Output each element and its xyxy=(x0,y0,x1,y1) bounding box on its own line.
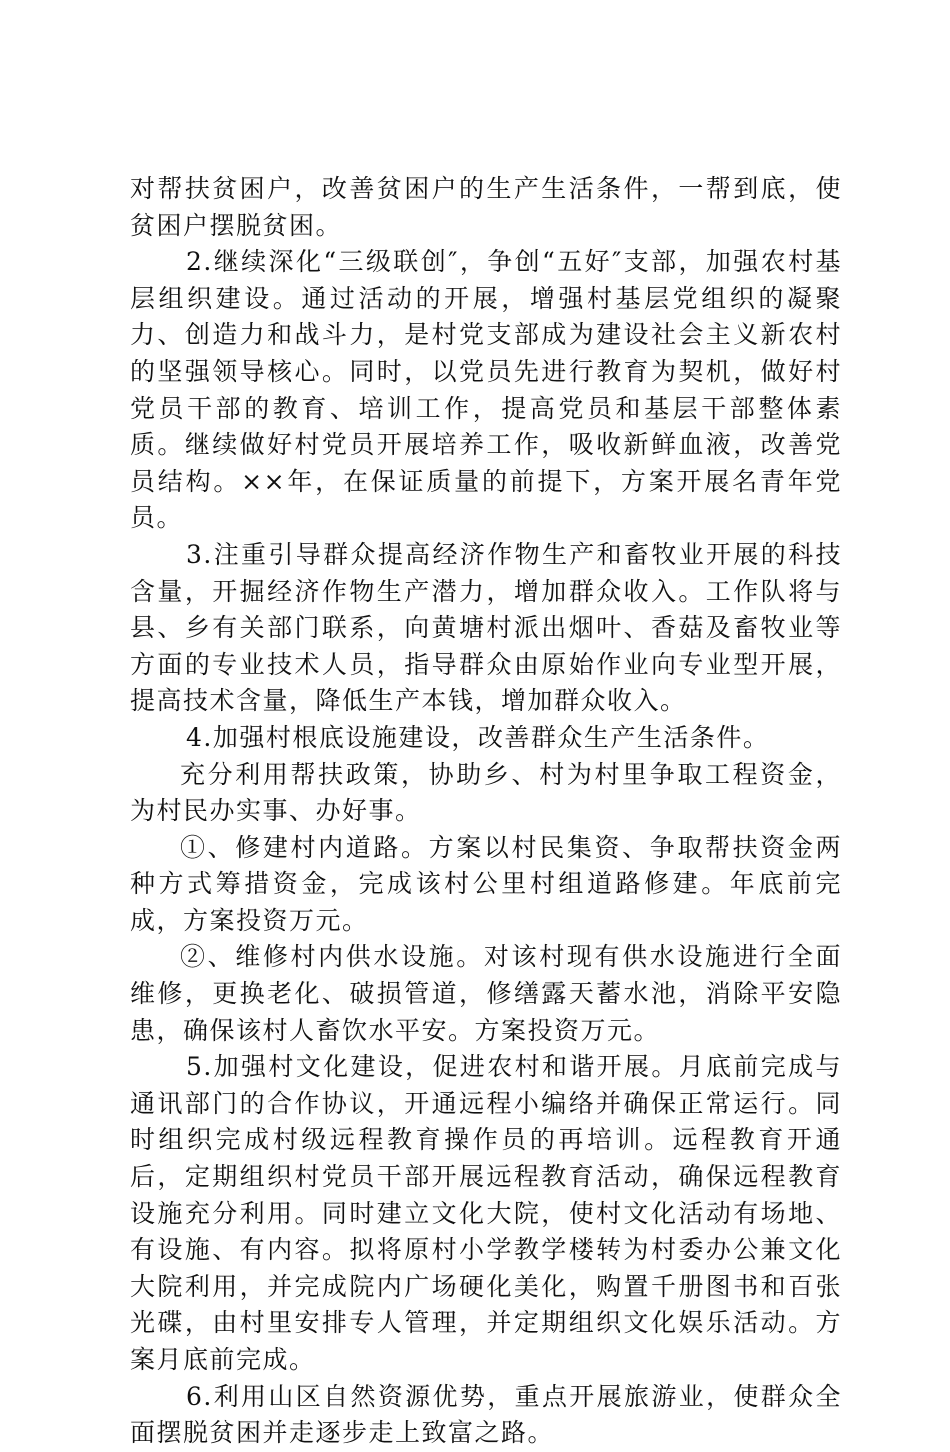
paragraph-subitem-1: ①、修建村内道路。方案以村民集资、争取帮扶资金两种方式筹措资金，完成该村公里村组道路修建。年底前完成，方案投资万元。 xyxy=(130,832,842,935)
paragraph-item-3: 3.注重引导群众提高经济作物生产和畜牧业开展的科技含量，开掘经济作物生产潜力，增加群众收入。工作队将与县、乡有关部门联系，向黄塘村派出烟叶、香菇及畜牧业等方面的专业技术人员，指导群众由原始作业向专业型开展，提高技术含量，降低生产本钱，增加群众收入。 xyxy=(130,539,842,716)
paragraph-item-5: 5.加强村文化建设，促进农村和谐开展。月底前完成与通讯部门的合作协议，开通远程小编络并确保正常运行。同时组织完成村级远程教育操作员的再培训。远程教育开通后，定期组织村党员干部开展远程教育活动，确保远程教育设施充分利用。同时建立文化大院，使村文化活动有场地、有设施、有内容。拟将原村小学教学楼转为村委办公兼文化大院利用，并完成院内广场硬化美化，购置千册图书和百张光碟，由村里安排专人管理，并定期组织文化娱乐活动。方案月底前完成。 xyxy=(130,1052,842,1374)
paragraph-item-2: 2.继续深化“三级联创″，争创“五好″支部，加强农村基层组织建设。通过活动的开展，增强村基层党组织的凝聚力、创造力和战斗力，是村党支部成为建设社会主义新农村的坚强领导核心。同时，以党员先进行教育为契机，做好村党员干部的教育、培训工作，提高党员和基层干部整体素质。继续做好村党员开展培养工作，吸收新鲜血液，改善党员结构。××年，在保证质量的前提下，方案开展名青年党员。 xyxy=(130,247,842,533)
paragraph-subitem-2: ②、维修村内供水设施。对该村现有供水设施进行全面维修，更换老化、破损管道，修缮露天蓄水池，消除平安隐患，确保该村人畜饮水平安。方案投资万元。 xyxy=(130,942,842,1045)
paragraph-item-4: 4.加强村根底设施建设，改善群众生产生活条件。 xyxy=(186,722,770,752)
document-page xyxy=(130,171,842,1452)
paragraph-item-6: 6.利用山区自然资源优势，重点开展旅游业，使群众全面摆脱贫困并走逐步走上致富之路。 xyxy=(130,1381,842,1448)
paragraph-continuation: 对帮扶贫困户，改善贫困户的生产生活条件，一帮到底，使贫困户摆脱贫困。 xyxy=(130,174,842,240)
paragraph-body: 充分利用帮扶政策，协助乡、村为村里争取工程资金，为村民办实事、办好事。 xyxy=(130,759,842,826)
